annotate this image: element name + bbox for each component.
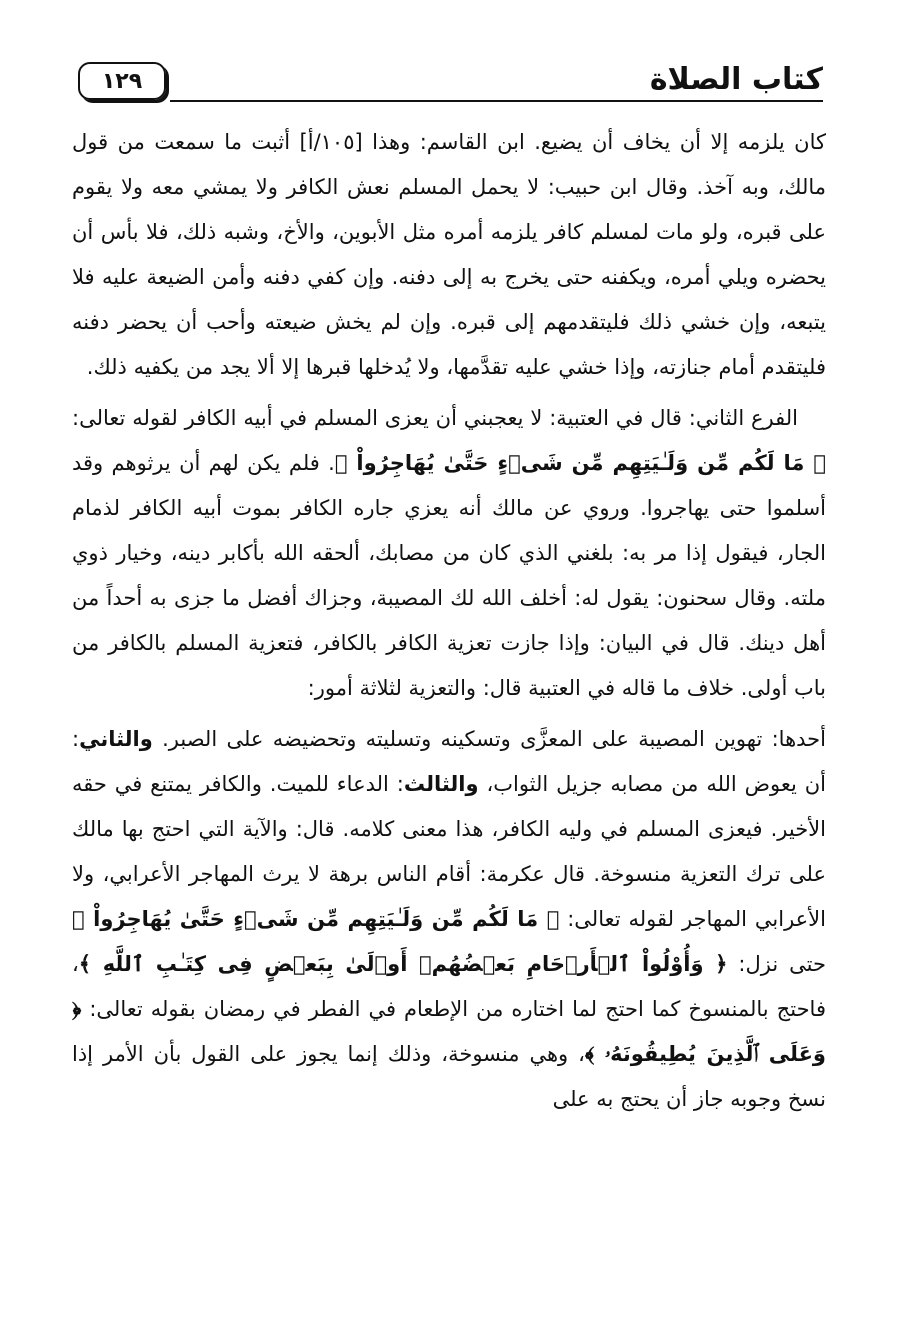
paragraph-3-part-6: ، وهي منسوخة، وذلك إنما يجوز على القول بأن الأمر إذا نسخ وجوبه جاز أن يحتج به على [72, 1042, 826, 1111]
paragraph-3-part-5: ، فاحتج بالمنسوخ كما احتج لما اختاره من الإطعام في الفطر في رمضان بقوله تعالى: [72, 952, 826, 1021]
quran-verse: ﴿ وَعَلَى ٱلَّذِينَ يُطِيقُونَهُۥ ﴾ [72, 997, 826, 1066]
header-divider [170, 100, 823, 102]
page-header [78, 60, 823, 108]
main-text [72, 120, 826, 1122]
paragraph-2-rest: . فلم يكن لهم أن يرثوهم وقد أسلموا حتى يهاجروا. وروي عن مالك أنه يعزي جاره الكافر بموت أبيه الكافر لذمام الجار، فيقول إذا مر به: بلغني الذي كان من مصابك، ألحقه الله بأكابر دينه، وخيار ذوي ملته. وقال سحنون: يقول له: أخلف الله لك المصيبة، وجزاك أفضل ما جزى به أحداً من أهل دينك. قال في البيان: وإذا جازت تعزية الكافر بالكافر، فتعزية المسلم بالكافر من باب أولى. خلاف ما قاله في العتبية قال: والتعزية لثلاثة أمور: [72, 451, 826, 700]
paragraph-2-lead: الفرع الثاني: قال في العتبية: لا يعجبني أن يعزى المسلم في أبيه الكافر لقوله تعالى: [72, 406, 798, 430]
paragraph-3-part-2: : أن يعوض الله من مصابه جزيل الثواب، [72, 727, 827, 796]
keyword-second: والثاني [79, 727, 153, 751]
paragraph-1 [72, 120, 826, 390]
keyword-third: والثالث [403, 772, 479, 796]
paragraph-2 [72, 396, 826, 711]
page-number-badge [78, 62, 166, 100]
paragraph-1-text: كان يلزمه إلا أن يخاف أن يضيع. ابن القاسم: وهذا [١٠٥/أ] أثبت ما سمعت من قول مالك، وبه آخذ. وقال ابن حبيب: لا يحمل المسلم نعش الكافر ولا يمشي معه ولا يقوم على قبره، ولو مات لمسلم كافر يلزمه أمره مثل الأبوين، والأخ، وشبه ذلك، فلا بأس أن يحضره ويلي أمره، ويكفنه حتى يخرج به إلى دفنه. وإن كفي دفنه وأمن الضيعة عليه فلا يتبعه، وإن خشي ذلك فليتقدمهم إلى قبره. وإن لم يخش ضيعته وأحب أن يحضر دفنه فليتقدم أمام جنازته، وإذا خشي عليه تقدَّمها، ولا يُدخلها قبرها إلا ألا يجد من يكفيه ذلك. [72, 130, 826, 379]
paragraph-3 [72, 717, 826, 1122]
quran-verse: ﴿ وَأُوْلُواْ ٱلۡأَرۡحَامِ بَعۡضُهُمۡ أَوۡلَىٰ بِبَعۡضٍ فِى كِتَـٰبِ ٱللَّهِ ﴾ [78, 952, 728, 976]
book-title: كتاب الصلاة [649, 62, 823, 97]
paragraph-3-part-3: : الدعاء للميت. والكافر يمتنع في حقه الأخير. فيعزى المسلم في وليه الكافر، هذا معنى كلامه. قال: والآية التي احتج بها مالك على ترك التعزية منسوخة. قال عكرمة: أقام الناس برهة لا يرث المهاجر الأعرابي، ولا الأعرابي المهاجر لقوله تعالى: [72, 772, 826, 931]
paragraph-3-part-4: حتى نزل: [727, 952, 826, 976]
page-number: ١٢٩ [101, 68, 143, 94]
quran-verse: ﴿ مَا لَكُم مِّن وَلَـٰيَتِهِم مِّن شَىۡءٍ حَتَّىٰ يُهَاجِرُواْ ﴾ [334, 451, 827, 475]
paragraph-3-part-1: أحدها: تهوين المصيبة على المعزَّى وتسكينه وتسليته وتحضيضه على الصبر. [152, 727, 826, 751]
quran-verse: ﴿ مَا لَكُم مِّن وَلَـٰيَتِهِم مِّن شَىۡءٍ حَتَّىٰ يُهَاجِرُواْ ﴾ [72, 907, 560, 931]
